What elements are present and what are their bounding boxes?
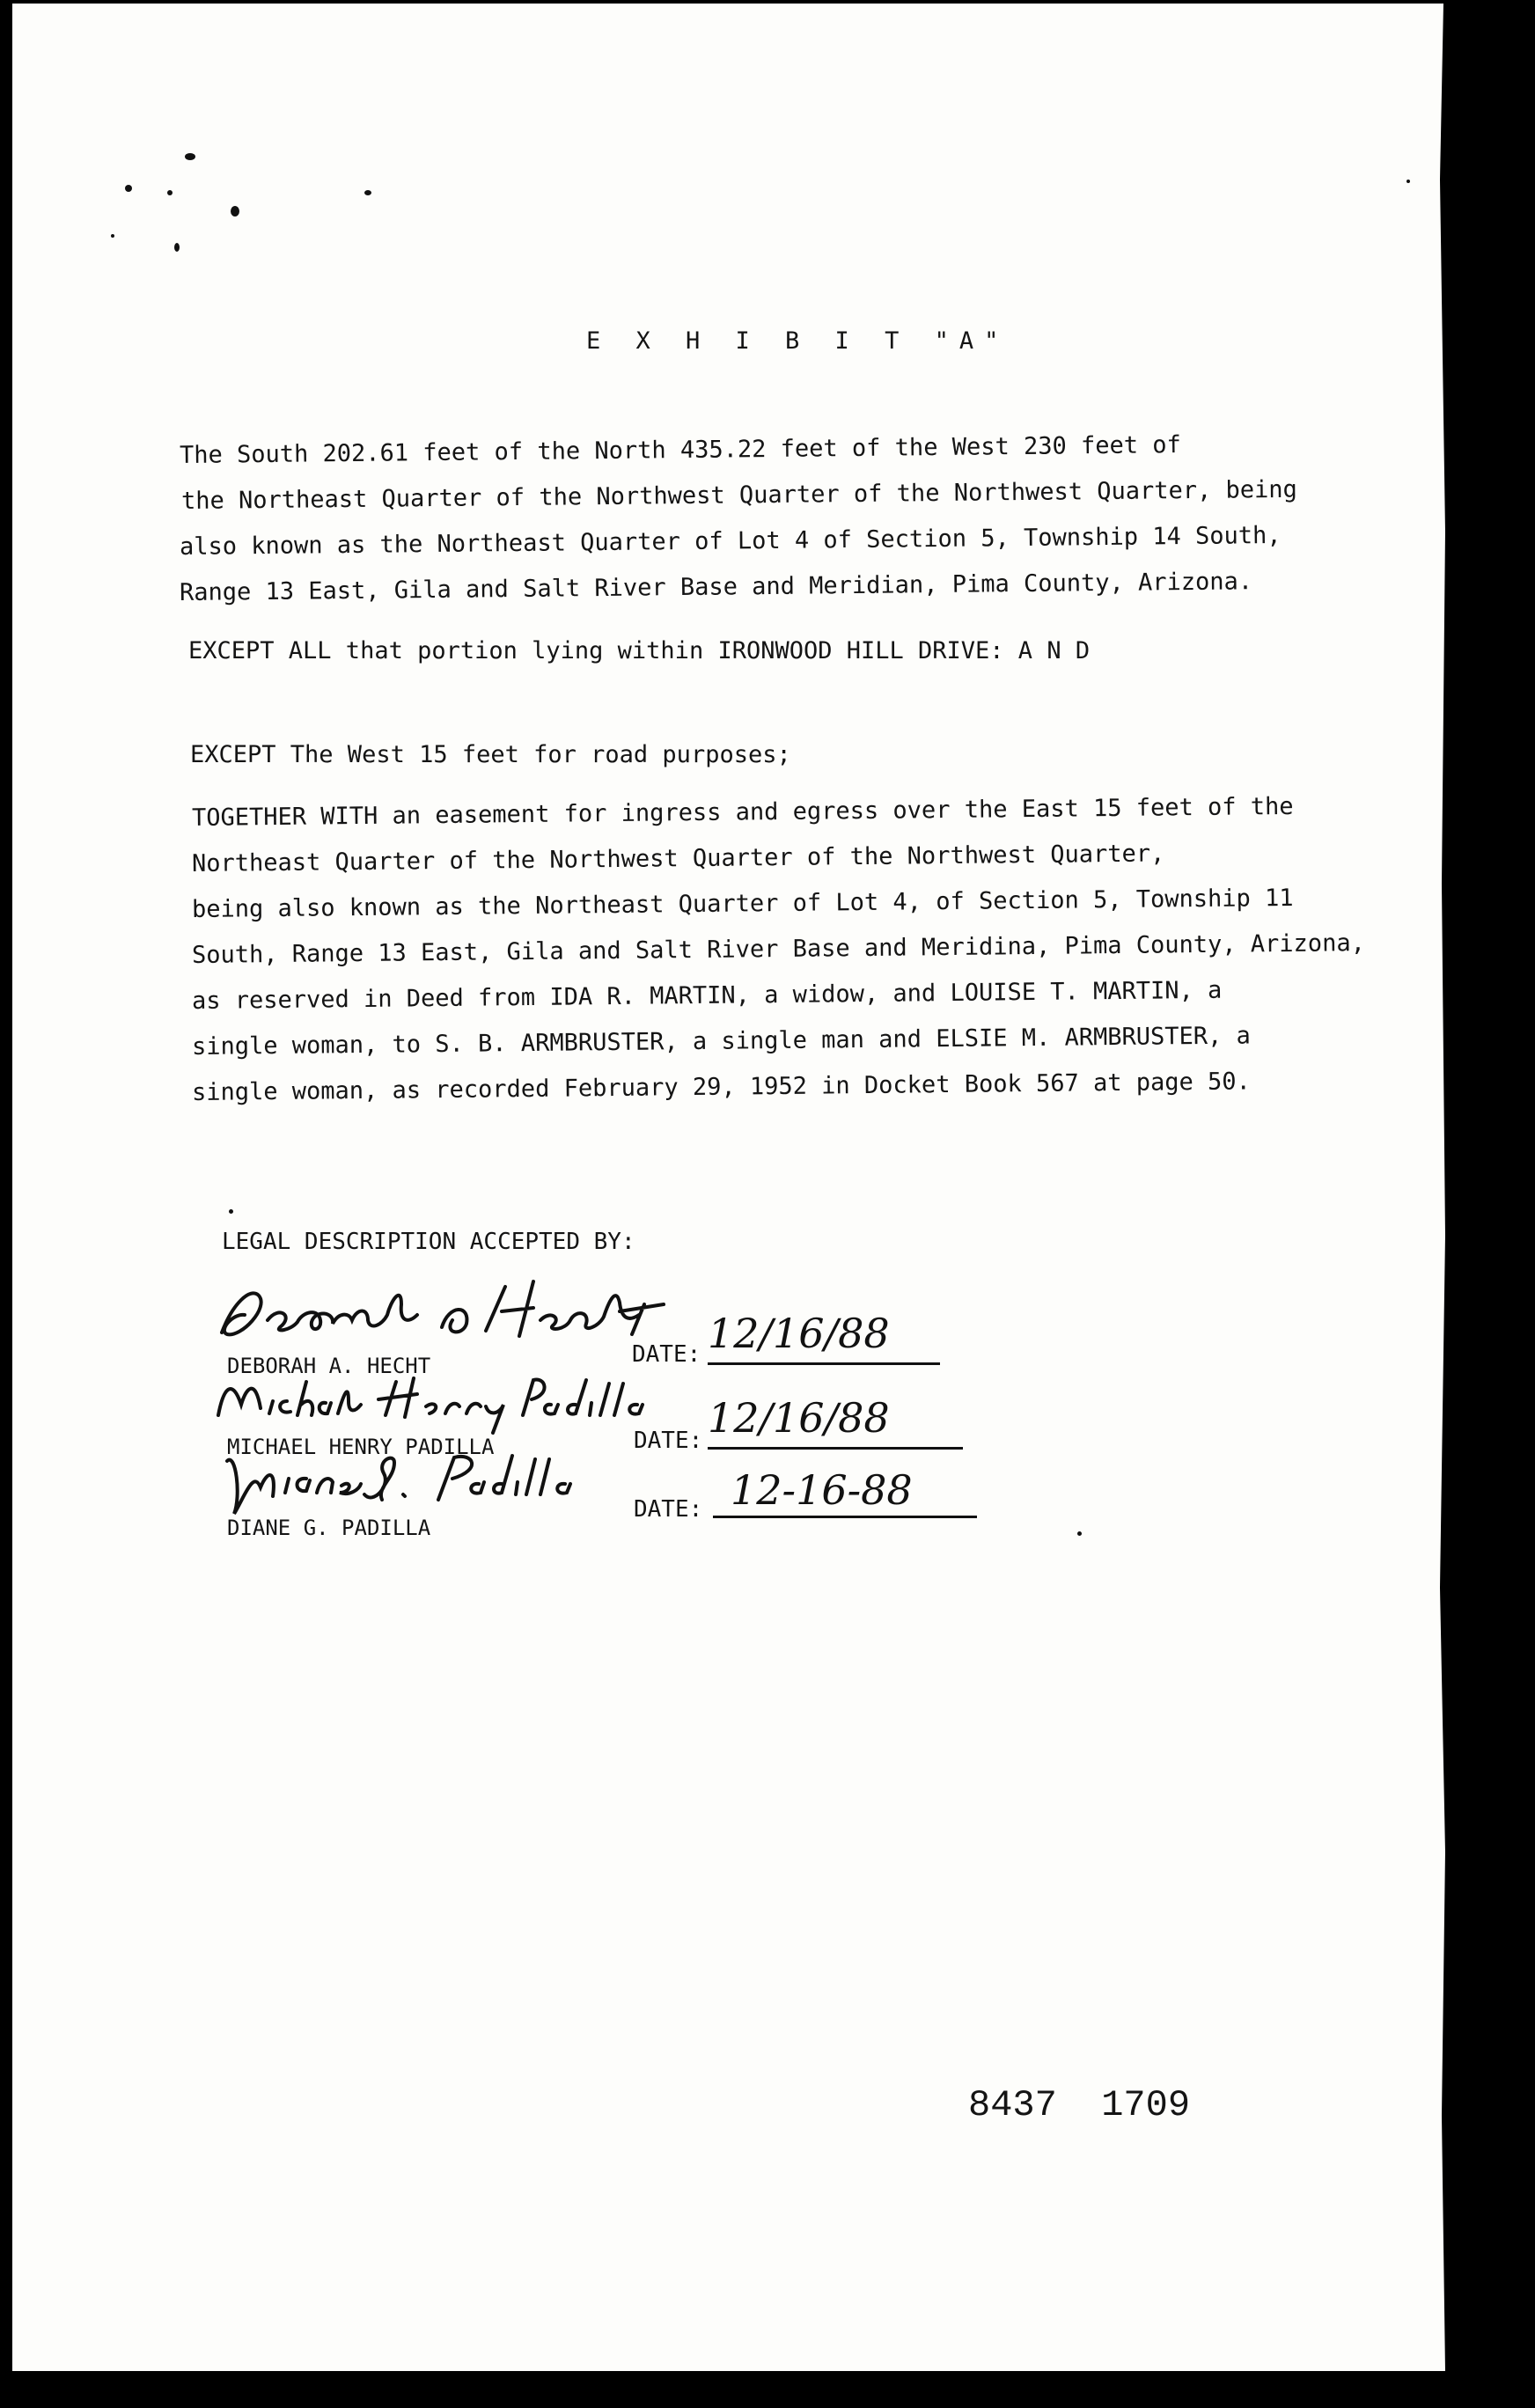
text-line: single woman, to S. B. ARMBRUSTER, a single man and ELSIE M. ARMBRUSTER, a (191, 1022, 1251, 1061)
signature-block (12, 1377, 1157, 1459)
exception-paragraph (180, 732, 1359, 778)
handwritten-signature (218, 1443, 623, 1523)
text-line: also known as the Northeast Quarter of Lot 4 of Section 5, Township 14 South, (179, 521, 1282, 561)
text-line: being also known as the Northeast Quarter of Lot 4, of Section 5, Township 11 (191, 884, 1294, 923)
text-line: EXCEPT The West 15 feet for road purposes; (190, 741, 791, 768)
text-line: the Northeast Quarter of the Northwest Quarter of the Northwest Quarter, being (180, 475, 1298, 515)
signatory-name: DEBORAH A. HECHT (227, 1354, 431, 1378)
text-line: South, Range 13 East, Gila and Salt River Base and Meridina, Pima County, Arizona, (191, 929, 1366, 969)
document-page (12, 4, 1447, 2371)
date-underline (708, 1362, 940, 1365)
date-label: DATE: (632, 1341, 701, 1368)
handwritten-date: 12-16-88 (731, 1466, 913, 1514)
text-line: single woman, as recorded February 29, 1952 in Docket Book 567 at page 50. (191, 1068, 1251, 1106)
exhibit-title: E X H I B I T "A" (586, 327, 1010, 355)
handwritten-date: 12/16/88 (708, 1310, 890, 1357)
date-underline (708, 1447, 963, 1450)
scan-edge-noise (1414, 4, 1449, 2371)
date-label: DATE: (634, 1428, 703, 1454)
scan-speck (125, 185, 132, 192)
document-number: 8437 1709 (968, 2084, 1191, 2126)
exception-paragraph (180, 628, 1359, 674)
scan-speck (364, 190, 371, 195)
signatory-name: DIANE G. PADILLA (227, 1516, 431, 1540)
handwritten-signature (206, 1369, 646, 1440)
text-line: Range 13 East, Gila and Salt River Base and Meridian, Pima County, Arizona. (179, 568, 1253, 606)
signature-block (12, 1271, 1157, 1378)
scan-speck (231, 206, 239, 217)
scan-speck (167, 190, 173, 195)
date-underline (713, 1516, 977, 1518)
legal-description-paragraph (180, 433, 1359, 616)
text-line: The South 202.61 feet of the North 435.22 feet of the West 230 feet of (179, 431, 1181, 469)
text-line: as reserved in Deed from IDA R. MARTIN, a widow, and LOUISE T. MARTIN, a (191, 976, 1223, 1015)
scan-speck (1077, 1531, 1082, 1536)
scan-speck (1406, 180, 1410, 183)
text-line: EXCEPT ALL that portion lying within IRONWOOD HILL DRIVE: A N D (188, 637, 1091, 664)
handwritten-date: 12/16/88 (708, 1394, 890, 1442)
easement-paragraph (191, 792, 1371, 1116)
text-line: Northeast Quarter of the Northwest Quarter of the Northwest Quarter, (191, 840, 1165, 877)
scan-speck (185, 153, 195, 160)
acceptance-label: LEGAL DESCRIPTION ACCEPTED BY: (222, 1229, 635, 1255)
signature-block (12, 1456, 1157, 1540)
text-line: TOGETHER WITH an easement for ingress and egress over the East 15 feet of the (191, 792, 1294, 832)
scan-speck (174, 243, 180, 252)
signatory-name: MICHAEL HENRY PADILLA (227, 1435, 495, 1459)
scan-speck (111, 234, 114, 238)
date-label: DATE: (634, 1496, 703, 1523)
scan-speck (229, 1209, 233, 1214)
